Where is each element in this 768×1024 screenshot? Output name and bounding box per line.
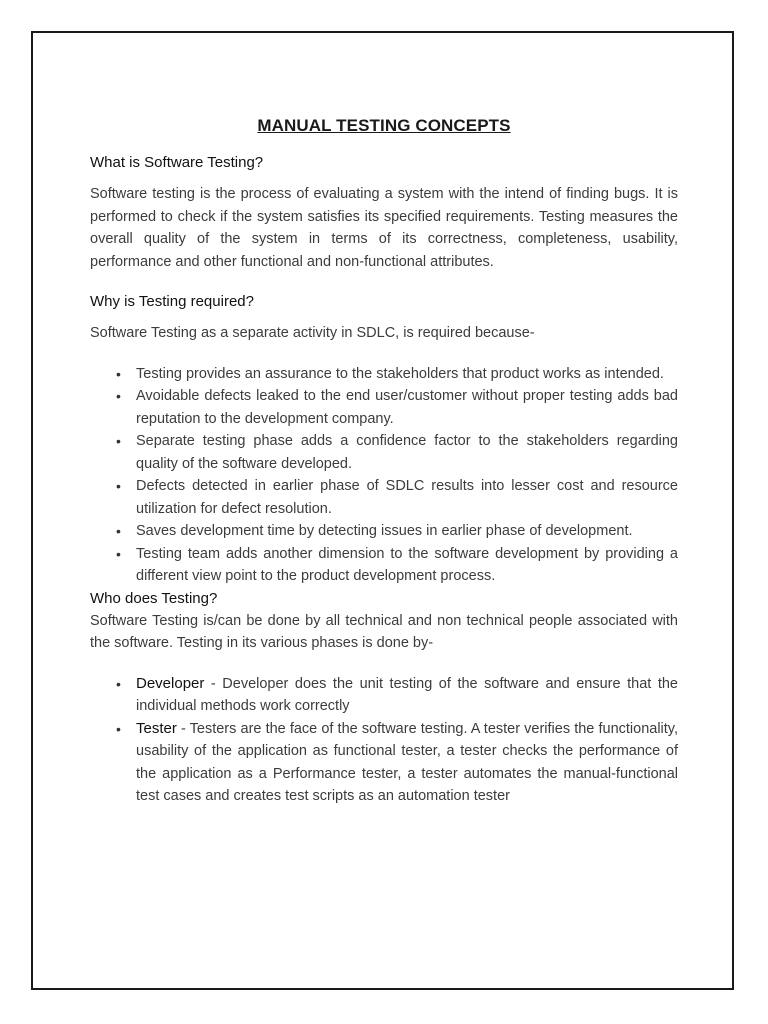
list-item-text: Avoidable defects leaked to the end user/customer without proper testing adds bad reputation to the development company. [136,388,678,427]
heading-what-is-testing: What is Software Testing? [90,154,264,171]
paragraph-what-is-testing: Software testing is the process of evaluating a system with the intend of finding bugs. It is performed to check if the system satisfies its specified requirements. Testing measures the overall quality of the system in terms of its correctness, completeness, usability, performance and other functional and non-functional attributes. [90,186,678,270]
list-item [116,363,678,386]
paragraph-who-does-testing: Software Testing is/can be done by all technical and non technical people associated with the software. Testing in its various phases is done by- [90,612,678,651]
bullet-icon: • [116,523,121,539]
list-item-developer [116,673,678,718]
list-item [116,385,678,430]
roles-bullet-list [90,673,678,808]
list-item [116,475,678,520]
bullet-icon: • [116,720,121,737]
bullet-icon: • [116,388,121,404]
list-item-text: Testing provides an assurance to the stakeholders that product works as intended. [136,365,664,382]
bullet-icon: • [116,433,121,449]
list-item [116,520,678,543]
list-item-text: Testing team adds another dimension to the software development by providing a different view point to the product development process. [136,545,678,584]
why-testing-bullet-list [90,363,678,588]
role-description-tester: - Testers are the face of the software testing. A tester verifies the functionality, usability of the application as functional tester, a tester checks the performance of the application as a Performance tester, a tester automates the manual-functional test cases and creates test scripts as an automation tester [136,720,678,804]
heading-why-testing-required: Why is Testing required? [90,293,254,310]
list-item-text: Defects detected in earlier phase of SDLC results into lesser cost and resource utilization for defect resolution. [136,478,678,517]
bullet-icon: • [116,478,121,494]
paragraph-why-testing-intro: Software Testing as a separate activity in SDLC, is required because- [90,325,535,341]
heading-who-does-testing: Who does Testing? [90,589,218,607]
role-term-tester: Tester [136,719,177,737]
document-title: MANUAL TESTING CONCEPTS [257,116,511,135]
role-description-developer: - Developer does the unit testing of the software and ensure that the individual methods work correctly [136,675,678,714]
list-item-tester [116,718,678,808]
list-item-text: Separate testing phase adds a confidence factor to the stakeholders regarding quality of the software developed. [136,433,678,472]
list-item [116,430,678,475]
bullet-icon: • [116,365,121,382]
list-item-text: Saves development time by detecting issues in earlier phase of development. [136,523,633,539]
document-body [90,114,678,808]
bullet-icon: • [116,545,121,562]
list-item [116,543,678,588]
role-term-developer: Developer [136,674,205,692]
bullet-icon: • [116,675,121,692]
